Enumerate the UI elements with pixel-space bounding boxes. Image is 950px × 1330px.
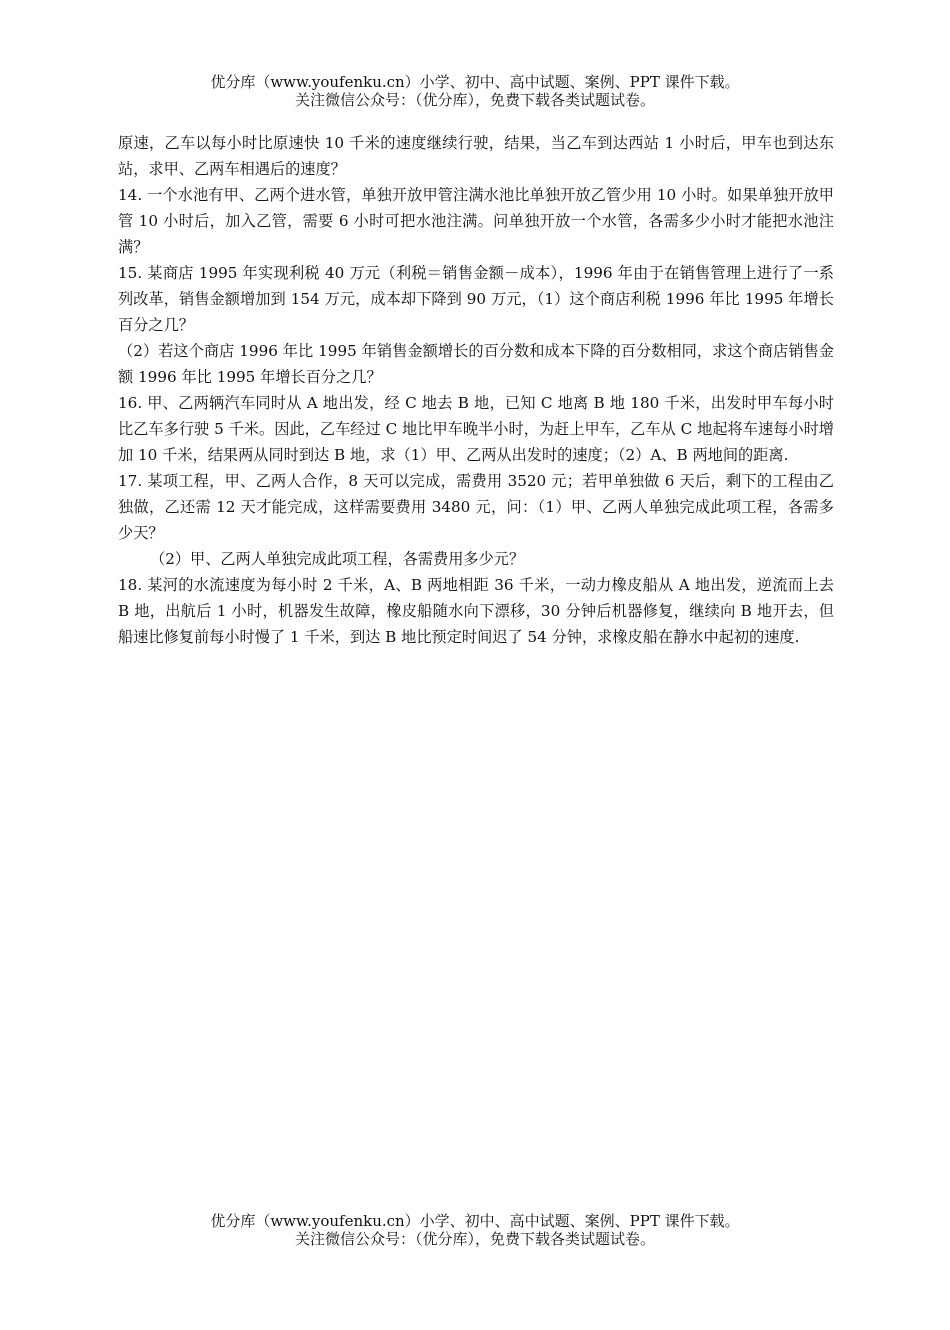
- footer-line-1: 优分库（www.youfenku.cn）小学、初中、高中试题、案例、PPT 课件下载。: [210, 1212, 740, 1230]
- problem-14: 14. 一个水池有甲、乙两个进水管，单独开放甲管注满水池比单独开放乙管少用 10 小时。如果单独开放甲管 10 小时后，加入乙管，需要 6 小时可把水池注满。问单独开放一个水管，各需多少小时才能把水池注满？: [118, 186, 834, 256]
- problem-15: 15. 某商店 1995 年实现利税 40 万元（利税＝销售金额－成本），1996 年由于在销售管理上进行了一系列改革，销售金额增加到 154 万元，成本却下降到 90 万元，（1）这个商店利税 1996 年比 1995 年增长百分之几？: [118, 264, 834, 334]
- problem-17: 17. 某项工程，甲、乙两人合作，8 天可以完成，需费用 3520 元；若甲单独做 6 天后，剩下的工程由乙独做，乙还需 12 天才能完成，这样需要费用 3480 元，问：（1）甲、乙两人单独完成此项工程，各需多少天？: [118, 472, 834, 542]
- paragraph-continuation: 原速，乙车以每小时比原速快 10 千米的速度继续行驶，结果，当乙车到达西站 1 小时后，甲车也到达东站，求甲、乙两车相遇后的速度？: [118, 134, 834, 178]
- page-footer: [0, 1212, 950, 1248]
- problem-18: 18. 某河的水流速度为每小时 2 千米，A、B 两地相距 36 千米，一动力橡皮船从 A 地出发，逆流而上去 B 地，出航后 1 小时，机器发生故障，橡皮船随水向下漂移，30 分钟后机器修复，继续向 B 地开去，但船速比修复前每小时慢了 1 千米，到达 B 地比预定时间迟了 54 分钟，求橡皮船在静水中起初的速度.: [118, 576, 834, 646]
- document-body: [118, 130, 834, 650]
- header-line-2: 关注微信公众号：（优分库），免费下载各类试题试卷。: [294, 91, 655, 109]
- problem-17-part-2: （2）甲、乙两人单独完成此项工程，各需费用多少元？: [150, 550, 525, 568]
- problem-15-part-2: （2）若这个商店 1996 年比 1995 年销售金额增长的百分数和成本下降的百分数相同，求这个商店销售金额 1996 年比 1995 年增长百分之几？: [118, 342, 834, 386]
- footer-line-2: 关注微信公众号：（优分库），免费下载各类试题试卷。: [294, 1230, 655, 1248]
- page-header: [0, 73, 950, 109]
- header-line-1: 优分库（www.youfenku.cn）小学、初中、高中试题、案例、PPT 课件下载。: [210, 73, 740, 91]
- problem-16: 16. 甲、乙两辆汽车同时从 A 地出发，经 C 地去 B 地，已知 C 地离 B 地 180 千米，出发时甲车每小时比乙车多行驶 5 千米。因此，乙车经过 C 地比甲车晚半小时，为赶上甲车，乙车从 C 地起将车速每小时增加 10 千米，结果两从同时到达 B 地，求（1）甲、乙两从出发时的速度；（2）A、B 两地间的距离.: [118, 394, 834, 464]
